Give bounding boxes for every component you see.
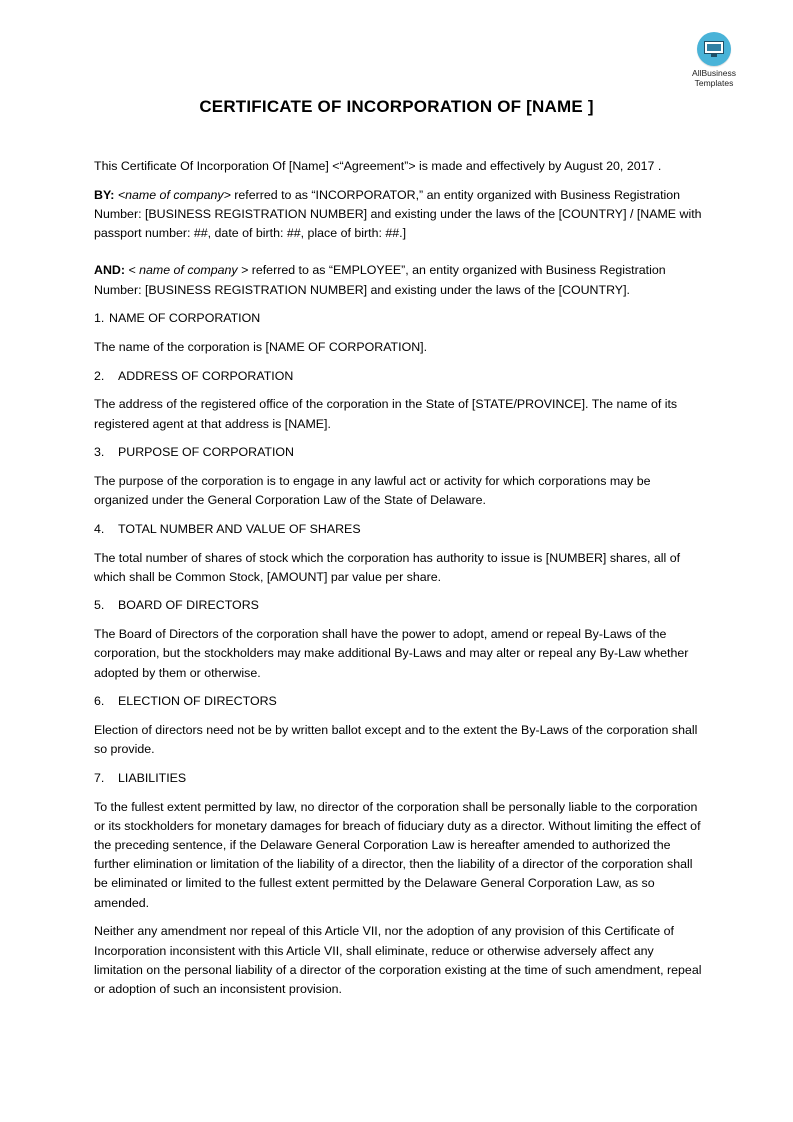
and-label: AND: [94,263,125,278]
section-body: Election of directors need not be by written ballot except and to the extent the By-Laws of the corporation shall so provide. [94,722,698,757]
section-heading [94,520,706,539]
section-heading [94,367,706,386]
section-heading [94,309,706,328]
section-body: The address of the registered office of the corporation in the State of [STATE/PROVINCE]. The name of its registered agent at that address is [NAME]. [94,397,678,431]
logo-line-2: Templates [694,78,734,88]
by-text: referred to as “INCORPORATOR,” an entity organized with Business Registration Number: [BUSINESS REGISTRATION NUMBER] and existing under the laws of the [COUNTRY] / [NAME with passport number: ##, date of birth: ##, place of birth: ##.] [94,187,702,241]
logo-text [683,68,745,88]
and-text: referred to as “EMPLOYEE”, an entity organized with Business Registration Number: [BUSINESS REGISTRATION NUMBER] and existing under the laws of the [COUNTRY]. [94,263,666,297]
section-title: BOARD OF DIRECTORS [118,598,259,613]
section-body: The total number of shares of stock which the corporation has authority to issue is [NUMBER] shares, all of which shall be Common Stock, [AMOUNT] par value per share. [94,550,681,584]
section-heading [94,692,706,711]
section-number: 6. [94,694,105,709]
section-number: 5. [94,598,105,613]
section-number: 1. [94,311,105,326]
section-number: 4. [94,521,105,536]
by-paragraph [94,186,706,244]
section-heading [94,596,706,615]
section-heading [94,443,706,462]
section-body: To the fullest extent permitted by law, no director of the corporation shall be personally liable to the corporation or its stockholders for monetary damages for breach of fiduciary duty as a director. Without limiting the effect of the preceding sentence, if the Delaware General Corporation Law is hereafter amended to authorized the further elimination or limitation of the liability of a director, then the liability of a director of the corporation shall be eliminated or limited to the fullest extent permitted by the Delaware General Corporation Law, as so amended. [94,799,701,910]
allbusiness-templates-logo [683,32,745,88]
by-label: BY: [94,187,115,202]
section-title: ADDRESS OF CORPORATION [118,368,294,383]
document-body [94,157,706,1009]
document-title: CERTIFICATE OF INCORPORATION OF [NAME ] [199,97,594,116]
section-title: PURPOSE OF CORPORATION [118,445,295,460]
and-company: < name of company > [124,263,249,278]
section-number: 7. [94,770,105,785]
section-body: The name of the corporation is [NAME OF CORPORATION]. [94,339,428,354]
section-number: 3. [94,445,105,460]
section-title: TOTAL NUMBER AND VALUE OF SHARES [118,521,361,536]
by-company: <name of company> [117,187,231,202]
section-body: The purpose of the corporation is to engage in any lawful act or activity for which corporations may be organized under the General Corporation Law of the State of Delaware. [94,473,651,508]
laptop-icon [697,32,731,66]
section-heading [94,769,706,788]
and-paragraph [94,261,706,299]
section-title: NAME OF CORPORATION [109,311,261,326]
logo-line-1: AllBusiness [692,68,736,78]
section-title: LIABILITIES [118,770,187,785]
section-title: ELECTION OF DIRECTORS [118,694,277,709]
section-number: 2. [94,368,105,383]
section-body: Neither any amendment nor repeal of this Article VII, nor the adoption of any provision of this Certificate of Incorporation inconsistent with this Article VII, shall eliminate, reduce or otherwise adversely affect any limitation on the personal liability of a director of the corporation existing at the time of such amendment, repeal or adoption of such an inconsistent provision. [94,924,702,996]
section-body: The Board of Directors of the corporation shall have the power to adopt, amend or repeal By-Laws of the corporation, but the stockholders may make additional By-Laws and may alter or repeal any By-Law whether adopted by them or otherwise. [94,627,689,680]
intro-paragraph: This Certificate Of Incorporation Of [Name] <“Agreement”> is made and effectively by August 20, 2017 . [94,159,662,173]
